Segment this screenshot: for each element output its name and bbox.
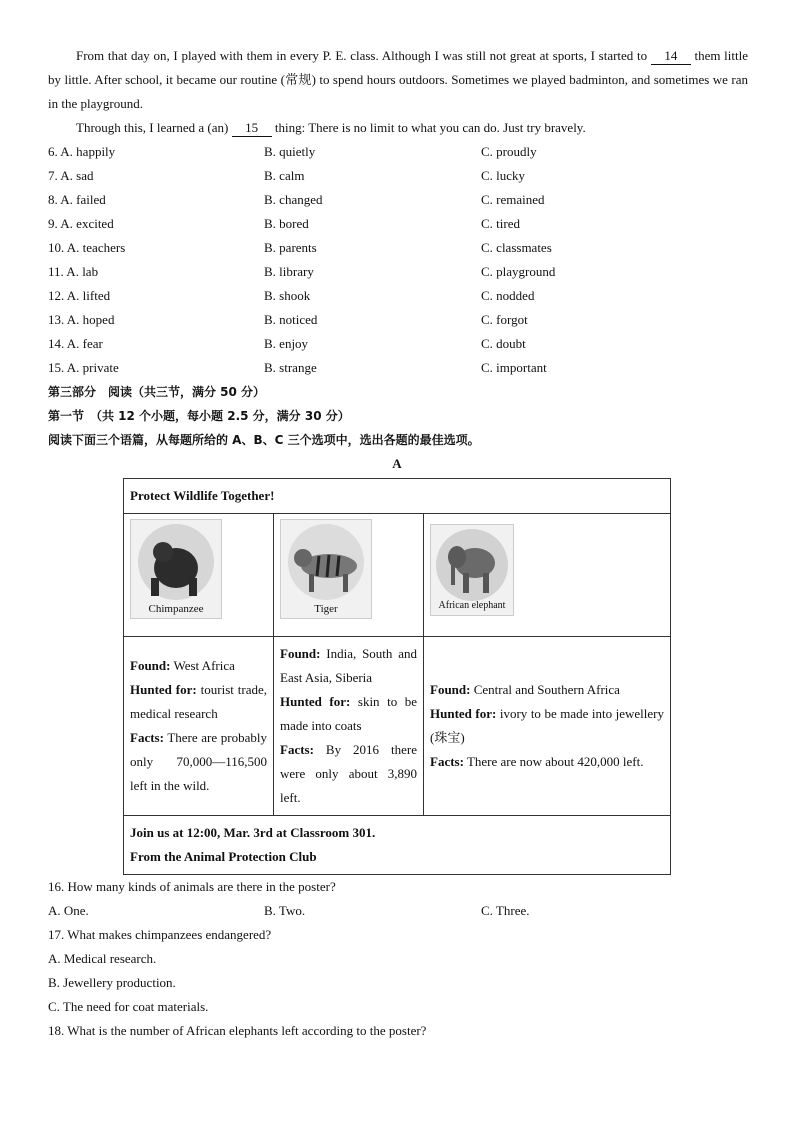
passage-text: thing: There is no limit to what you can do. Just try bravely.	[274, 120, 586, 135]
option-a[interactable]: 10. A. teachers	[48, 240, 126, 255]
tiger-photo-icon	[280, 519, 372, 619]
option-c[interactable]: C. nodded	[481, 288, 535, 303]
option-row	[48, 164, 748, 188]
passage-paragraph-1	[48, 44, 748, 116]
option-row	[48, 284, 748, 308]
found-label: Found:	[280, 646, 321, 661]
reading-instruction: 阅读下面三个语篇，从每题所给的 A、B、C 三个选项中，选出各题的最佳选项。	[48, 433, 480, 447]
facts-value: There are now about 420,000 left.	[466, 754, 644, 769]
elephant-image-cell	[424, 514, 671, 637]
option-row	[48, 236, 748, 260]
option-b[interactable]: B. Jewellery production.	[48, 975, 176, 990]
option-c[interactable]: C. The need for coat materials.	[48, 999, 209, 1014]
option-row	[48, 332, 748, 356]
option-c[interactable]: C. classmates	[481, 240, 552, 255]
option-row	[48, 140, 748, 164]
organizer: From the Animal Protection Club	[130, 849, 317, 864]
option-a[interactable]: A. One.	[48, 903, 89, 918]
event-info: Join us at 12:00, Mar. 3rd at Classroom 301.	[130, 825, 376, 840]
option-row	[48, 308, 748, 332]
facts-value: By 2016 there were only about 3,890 left.	[280, 742, 417, 805]
chimpanzee-image-cell	[124, 514, 274, 637]
part-heading: 第三部分 阅读（共三节，满分 50 分）	[48, 385, 266, 399]
option-a[interactable]: 8. A. failed	[48, 192, 106, 207]
option-row	[48, 260, 748, 284]
option-c[interactable]: C. Three.	[481, 903, 530, 918]
hunted-value: skin to be made into coats	[280, 694, 417, 733]
tiger-info	[274, 637, 424, 816]
hunted-label: Hunted for:	[130, 682, 197, 697]
option-row	[48, 188, 748, 212]
poster-title: Protect Wildlife Together!	[124, 479, 671, 514]
option-b[interactable]: B. parents	[264, 240, 317, 255]
option-b[interactable]: B. changed	[264, 192, 323, 207]
option-b[interactable]: B. quietly	[264, 144, 316, 159]
answer-blank-14[interactable]: 14	[651, 48, 691, 65]
passage-letter: A	[392, 456, 402, 471]
option-a[interactable]: 12. A. lifted	[48, 288, 111, 303]
cloze-options	[48, 140, 748, 380]
tiger-caption: Tiger	[314, 603, 338, 615]
question-17	[48, 923, 748, 1019]
option-b[interactable]: B. noticed	[264, 312, 318, 327]
chimpanzee-caption: Chimpanzee	[148, 603, 204, 615]
hunted-label: Hunted for:	[280, 694, 351, 709]
facts-value: There are probably only 70,000—116,500 left in the wild.	[130, 730, 268, 793]
facts-label: Facts:	[130, 730, 164, 745]
option-c[interactable]: C. playground	[481, 264, 556, 279]
elephant-caption: African elephant	[438, 600, 506, 611]
hunted-value: ivory to be made into jewellery (珠宝)	[430, 706, 664, 745]
found-label: Found:	[430, 682, 471, 697]
option-c[interactable]: C. tired	[481, 216, 520, 231]
question-stem: 17. What makes chimpanzees endangered?	[48, 927, 272, 942]
found-label: Found:	[130, 658, 171, 673]
exam-page	[48, 44, 748, 1043]
wildlife-poster	[123, 478, 671, 875]
poster-footer	[124, 816, 671, 875]
question-16	[48, 875, 748, 923]
option-b[interactable]: B. strange	[264, 360, 317, 375]
option-c[interactable]: C. important	[481, 360, 547, 375]
question-stem: 16. How many kinds of animals are there in the poster?	[48, 879, 336, 894]
option-a[interactable]: 6. A. happily	[48, 144, 116, 159]
option-b[interactable]: B. shook	[264, 288, 311, 303]
option-c[interactable]: C. forgot	[481, 312, 528, 327]
question-stem: 18. What is the number of African elephants left according to the poster?	[48, 1023, 427, 1038]
elephant-photo-icon	[430, 524, 514, 616]
option-a[interactable]: 9. A. excited	[48, 216, 114, 231]
tiger-image-cell	[274, 514, 424, 637]
elephant-info	[424, 637, 671, 816]
option-b[interactable]: B. bored	[264, 216, 309, 231]
chimpanzee-photo-icon	[130, 519, 222, 619]
question-options	[48, 899, 748, 923]
section-heading: 第一节 （共 12 个小题，每小题 2.5 分，满分 30 分）	[48, 409, 350, 423]
hunted-value: tourist trade, medical research	[130, 682, 267, 721]
found-value: India, South and East Asia, Siberia	[280, 646, 418, 685]
option-a[interactable]: 13. A. hoped	[48, 312, 115, 327]
option-c[interactable]: C. lucky	[481, 168, 526, 183]
option-row	[48, 356, 748, 380]
option-a[interactable]: 14. A. fear	[48, 336, 103, 351]
option-b[interactable]: B. Two.	[264, 903, 306, 918]
option-c[interactable]: C. remained	[481, 192, 545, 207]
passage-text: From that day on, I played with them in every P. E. class. Although I was still not great at sports, I started to	[76, 48, 648, 63]
chimpanzee-info	[124, 637, 274, 816]
option-b[interactable]: B. calm	[264, 168, 305, 183]
found-value: Central and Southern Africa	[473, 682, 620, 697]
option-a[interactable]: 11. A. lab	[48, 264, 99, 279]
option-row	[48, 212, 748, 236]
option-b[interactable]: B. library	[264, 264, 314, 279]
option-b[interactable]: B. enjoy	[264, 336, 309, 351]
option-a[interactable]: A. Medical research.	[48, 951, 157, 966]
answer-blank-15[interactable]: 15	[232, 120, 272, 137]
found-value: West Africa	[173, 658, 235, 673]
passage-text: them little by little. After school, it became our routine (常规) to spend hours outdoors. Sometimes we played badminton, and sometimes we ran in the playground.	[48, 48, 749, 111]
passage-text: Through this, I learned a (an)	[76, 120, 229, 135]
option-a[interactable]: 7. A. sad	[48, 168, 94, 183]
facts-label: Facts:	[430, 754, 464, 769]
hunted-label: Hunted for:	[430, 706, 497, 721]
question-18	[48, 1019, 748, 1043]
option-c[interactable]: C. proudly	[481, 144, 537, 159]
option-a[interactable]: 15. A. private	[48, 360, 119, 375]
option-c[interactable]: C. doubt	[481, 336, 526, 351]
passage-paragraph-2	[48, 116, 748, 140]
facts-label: Facts:	[280, 742, 314, 757]
